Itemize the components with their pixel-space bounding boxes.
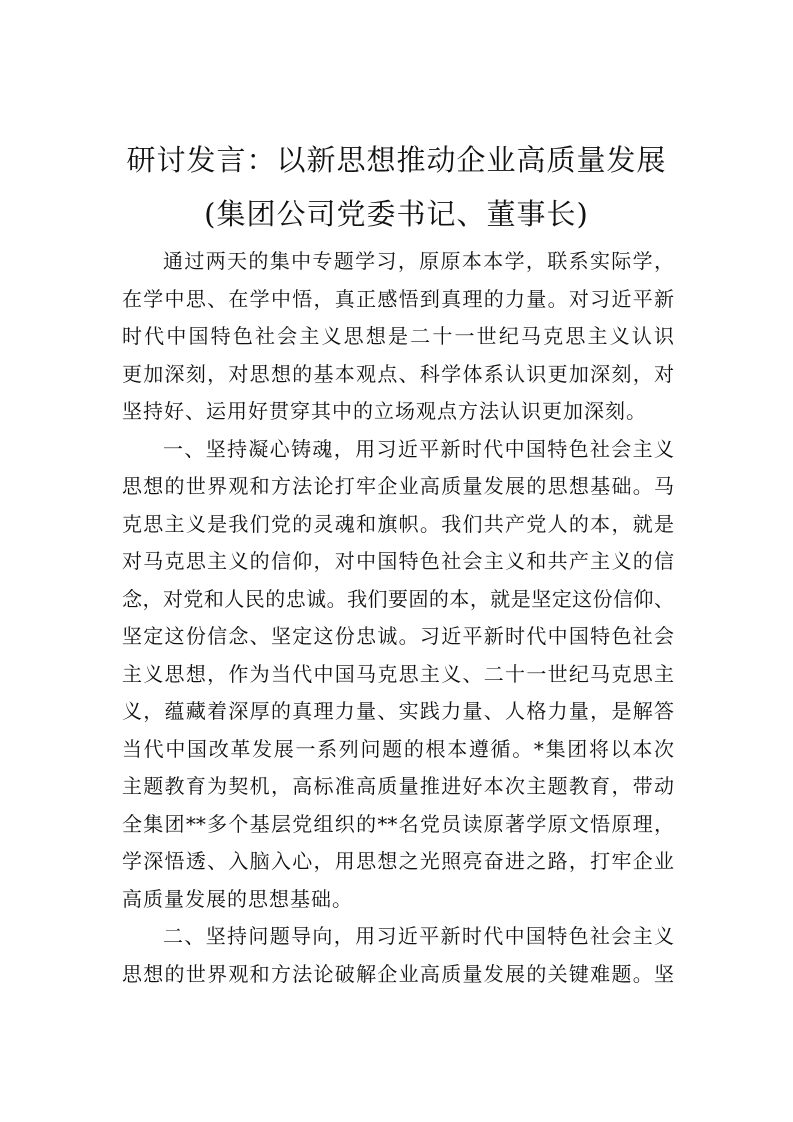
text-line: 通过两天的集中专题学习，原原本本学，联系实际学， <box>163 249 674 273</box>
text-line: 坚定这份信念、坚定这份忠诚。习近平新时代中国特色社会 <box>122 624 674 648</box>
text-line: 当代中国改革发展一系列问题的根本遵循。*集团将以本次 <box>122 736 674 761</box>
text-line: 主题教育为契机，高标准高质量推进好本次主题教育，带动 <box>122 774 674 798</box>
document-title: 研讨发言：以新思想推动企业高质量发展 <box>126 143 667 177</box>
text-line: 全集团**多个基层党组织的**名党员读原著学原文悟原理， <box>122 811 674 836</box>
text-line: 义，蕴藏着深厚的真理力量、实践力量、人格力量，是解答 <box>122 699 674 723</box>
text-line: 二、坚持问题导向，用习近平新时代中国特色社会主义 <box>163 924 674 948</box>
text-line: 念，对党和人民的忠诚。我们要固的本，就是坚定这份信仰、 <box>122 586 674 611</box>
text-line: 主义思想，作为当代中国马克思主义、二十一世纪马克思主 <box>122 661 674 686</box>
text-line: 坚持好、运用好贯穿其中的立场观点方法认识更加深刻。 <box>122 399 647 423</box>
text-line: 学深悟透、入脑入心，用思想之光照亮奋进之路，打牢企业 <box>122 849 674 873</box>
document-subtitle: (集团公司党委书记、董事长) <box>204 197 589 231</box>
text-line: 时代中国特色社会主义思想是二十一世纪马克思主义认识 <box>122 324 674 348</box>
text-line: 在学中思、在学中悟，真正感悟到真理的力量。对习近平新 <box>122 286 674 311</box>
text-line: 思想的世界观和方法论破解企业高质量发展的关键难题。坚 <box>122 961 674 986</box>
text-line: 克思主义是我们党的灵魂和旗帜。我们共产党人的本，就是 <box>122 511 674 536</box>
document-body <box>122 243 674 993</box>
text-line: 对马克思主义的信仰，对中国特色社会主义和共产主义的信 <box>122 549 674 573</box>
text-line: 一、坚持凝心铸魂，用习近平新时代中国特色社会主义 <box>163 436 674 461</box>
text-line: 思想的世界观和方法论打牢企业高质量发展的思想基础。马 <box>122 474 674 498</box>
text-line: 高质量发展的思想基础。 <box>122 886 353 911</box>
text-line: 更加深刻，对思想的基本观点、科学体系认识更加深刻，对 <box>122 361 674 386</box>
